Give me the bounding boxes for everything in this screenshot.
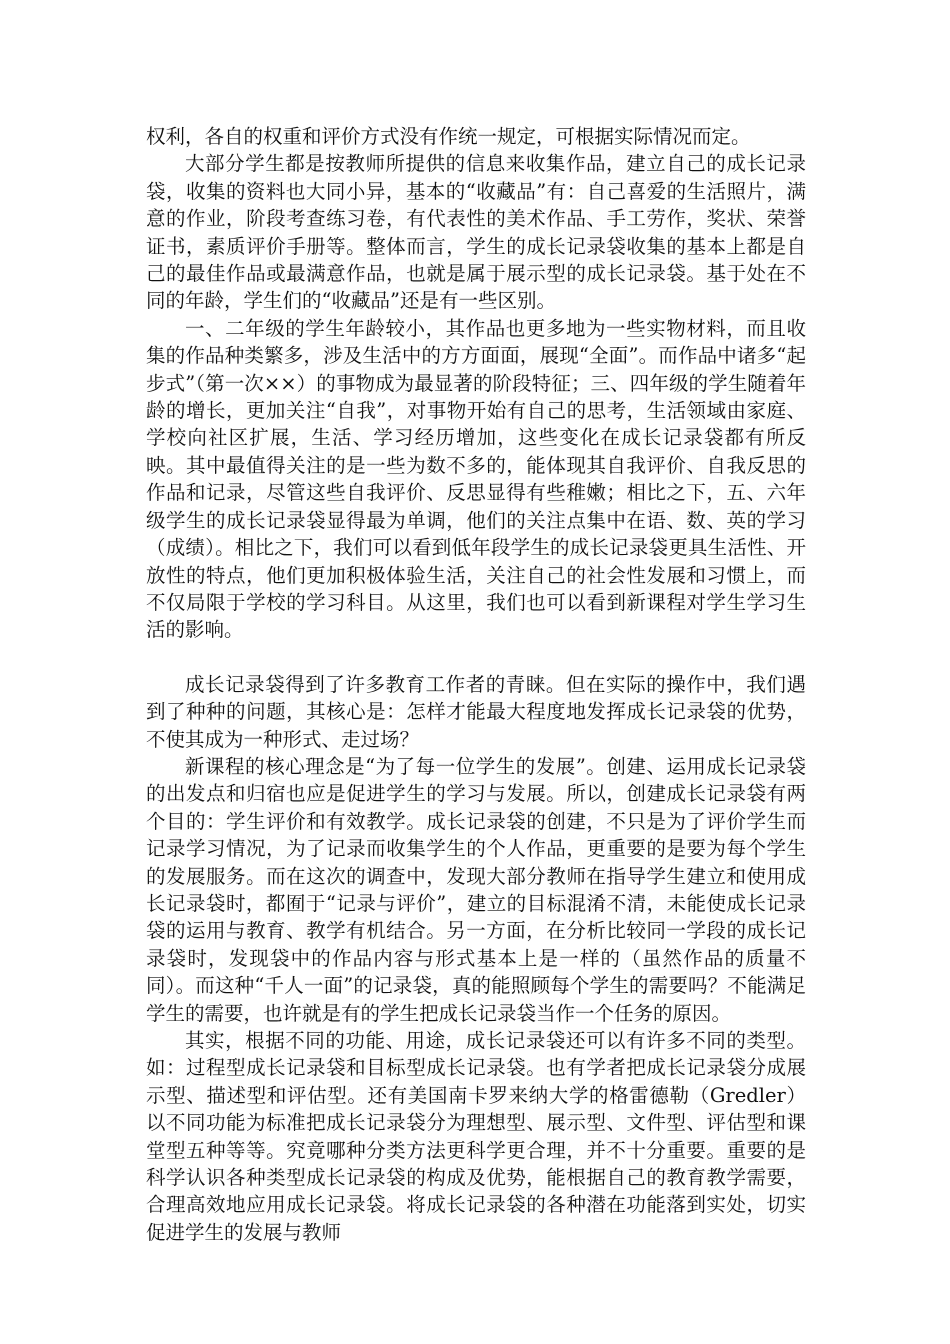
paragraph-collection-contents: 大部分学生都是按教师所提供的信息来收集作品，建立自己的成长记录袋，收集的资料也大同小异，基本的“收藏品”有：自己喜爱的生活照片，满意的作业，阶段考查练习卷，有代表性的美术作品、手工劳作，奖状、荣誉证书，素质评价手册等。整体而言，学生的成长记录袋收集的基本上都是自己的最佳作品或最满意作品，也就是属于展示型的成长记录袋。基于处在不同的年龄，学生们的“收藏品”还是有一些区别。 bbox=[146, 152, 806, 313]
section-gap bbox=[146, 644, 806, 671]
paragraph-grade-differences: 一、二年级的学生年龄较小，其作品也更多地为一些实物材料，而且收集的作品种类繁多，涉及生活中的方方面面，展现“全面”。而作品中诸多“起步式”（第一次××）的事物成为最显著的阶段特征；三、四年级的学生随着年龄的增长，更加关注“自我”，对事物开始有自己的思考，生活领域由家庭、学校向社区扩展，生活、学习经历增加，这些变化在成长记录袋都有所反映。其中最值得关注的是一些为数不多的，能体现其自我评价、自我反思的作品和记录，尽管这些自我评价、反思显得有些稚嫩；相比之下，五、六年级学生的成长记录袋显得最为单调，他们的关注点集中在语、数、英的学习（成绩）。相比之下，我们可以看到低年段学生的成长记录袋更具生活性、开放性的特点，他们更加积极体验生活，关注自己的社会性发展和习惯上，而不仅局限于学校的学习科目。从这里，我们也可以看到新课程对学生学习生活的影响。 bbox=[146, 316, 806, 642]
paragraph-core-concept: 新课程的核心理念是“为了每一位学生的发展”。创建、运用成长记录袋的出发点和归宿也应是促进学生的学习与发展。所以，创建成长记录袋有两个目的：学生评价和有效教学。成长记录袋的创建，不只是为了评价学生而记录学习情况，为了记录而收集学生的个人作品，更重要的是要为每个学生的发展服务。而在这次的调查中，发现大部分教师在指导学生建立和使用成长记录袋时，都囿于“记录与评价”，建立的目标混淆不清，未能使成长记录袋的运用与教育、教学有机结合。另一方面，在分析比较同一学段的成长记录袋时，发现袋中的作品内容与形式基本上是一样的（虽然作品的质量不同）。而这种“千人一面”的记录袋，真的能照顾每个学生的需要吗？不能满足学生的需要，也许就是有的学生把成长记录袋当作一个任务的原因。 bbox=[146, 754, 806, 1025]
paragraph-core-problem: 成长记录袋得到了许多教育工作者的青睐。但在实际的操作中，我们遇到了种种的问题，其核心是：怎样才能最大程度地发挥成长记录袋的优势，不使其成为一种形式、走过场？ bbox=[146, 672, 806, 751]
paragraph-continuation: 权利，各自的权重和评价方式没有作统一规定，可根据实际情况而定。 bbox=[146, 125, 751, 148]
document-page bbox=[146, 123, 806, 1246]
paragraph-portfolio-types: 其实，根据不同的功能、用途，成长记录袋还可以有许多不同的类型。如：过程型成长记录袋和目标型成长记录袋。也有学者把成长记录袋分成展示型、描述型和评估型。还有美国南卡罗来纳大学的格雷德勒（Gredler）以不同功能为标准把成长记录袋分为理想型、展示型、文件型、评估型和课堂型五种等等。究竟哪种分类方法更科学更合理，并不十分重要。重要的是科学认识各种类型成长记录袋的构成及优势，能根据自己的教育教学需要，合理高效地应用成长记录袋。将成长记录袋的各种潜在功能落到实处，切实促进学生的发展与教师 bbox=[146, 1029, 806, 1244]
